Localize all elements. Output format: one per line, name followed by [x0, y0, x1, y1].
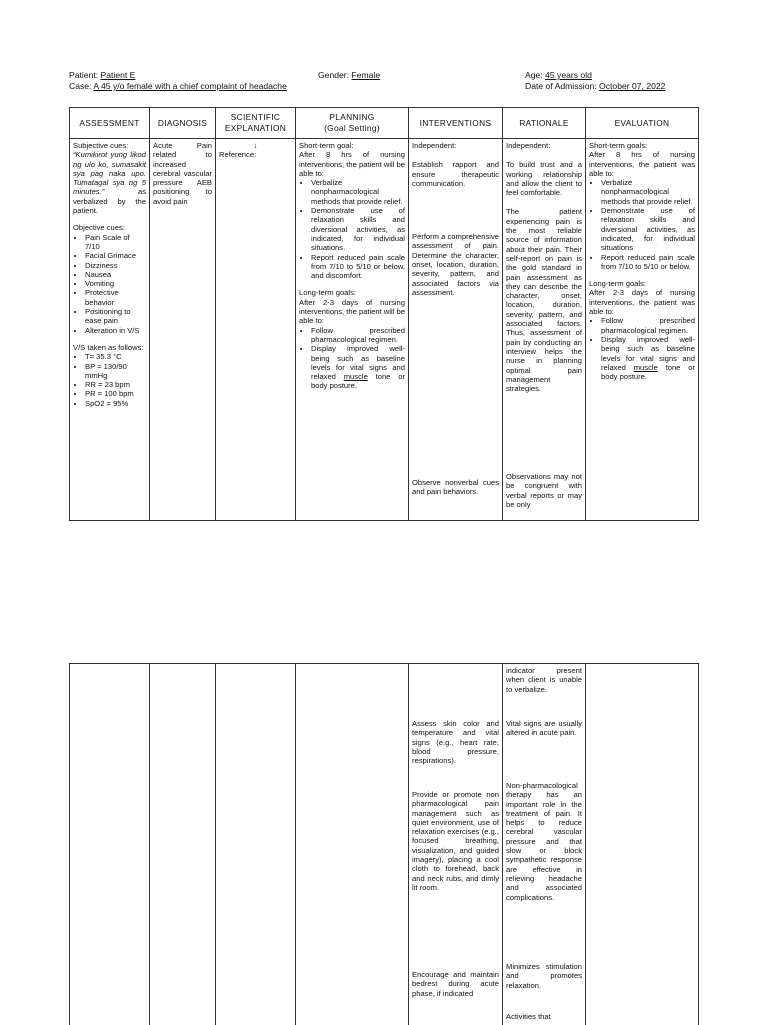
rationale-item: indicator present when client is unable to verbalize. [506, 666, 582, 694]
col-assessment: ASSESSMENT [70, 108, 150, 139]
patient-label: Patient: [69, 70, 101, 80]
rationale-cell [503, 664, 586, 1025]
list-item: • Demonstrate use of relaxation skills and diversional activities, as indicated, for individual situations [601, 206, 695, 252]
list-item: • Positioning to ease pain [85, 307, 146, 326]
eval-long-title: Long-term goals: [589, 279, 646, 289]
down-arrow-icon: ↓ [253, 141, 258, 150]
case-line [69, 81, 287, 92]
list-item: • Follow prescribed pharmacological regimen. [601, 316, 695, 335]
long-goal-intro: After 2-3 days of nursing interventions, the patient will be able to: [299, 297, 405, 326]
long-goal-title: Long-term goals: [299, 288, 356, 298]
objective-list [73, 233, 146, 335]
list-item [601, 335, 695, 381]
col-diagnosis: DIAGNOSIS [150, 108, 216, 139]
case-label: Case: [69, 81, 94, 91]
eval-short-intro: After 8 hrs of nursing interventions, the patient was able to: [589, 150, 695, 178]
list-item: • Demonstrate use of relaxation skills and diversional activities, as indicated, for individual situations. [311, 206, 405, 252]
header-row [70, 108, 699, 139]
objective-title: Objective cues: [73, 223, 125, 233]
rationale-cell [503, 139, 586, 521]
evaluation-cell [586, 139, 699, 521]
content-row [70, 139, 699, 521]
list-item: • SpO2 = 95% [85, 399, 146, 408]
planning-cell [296, 139, 409, 521]
list-item: • Alteration in V/S [85, 326, 146, 335]
assessment-cell [70, 139, 150, 521]
case-value: A 45 y/o female with a chief complaint of headache [93, 81, 287, 91]
list-item: • Facial Grimace [85, 251, 146, 260]
intervention-item: Observe nonverbal cues and pain behaviors. [412, 478, 499, 497]
rationale-item: Observations may not be congruent with verbal reports or may be only [506, 472, 582, 509]
list-item-text: Display improved well-being such as baseline levels for vital signs and relaxed [601, 334, 695, 372]
age-value: 45 years old [545, 70, 592, 80]
intervention-item: Perform a comprehensive assessment of pain. Determine the character, onset, location, duration, severity, pattern, and associated factors via assessment. [412, 232, 499, 297]
list-item: • Follow prescribed pharmacological regimen. [311, 326, 405, 345]
interventions-cell [409, 664, 503, 1025]
rationale-item: The patient experiencing pain is the most reliable source of information about their pain. Their self-report on pain is the gold standard in pain assessment as they can describe the character, onset, location, duration, severity, pattern, and associated factors. Thus, assessment of pain by conducting an interview helps the nurse in planning optimal pain management strategies. [506, 207, 582, 394]
rationale-item: Non-pharmacological therapy has an important role in the treatment of pain. It helps to reduce cerebral vascular pressure and that slow or block sympathetic response are effective in relieving headache and associated complications. [506, 781, 582, 902]
list-item: • T= 35.3 °C [85, 352, 146, 361]
col-interventions: INTERVENTIONS [409, 108, 503, 139]
list-item: • Verbalize nonpharmacological methods that provide relief. [311, 178, 405, 206]
diagnosis-cell [150, 664, 216, 1025]
interventions-cell [409, 139, 503, 521]
admission-line [525, 81, 665, 92]
scientific-cell [216, 664, 296, 1025]
list-item: • Report reduced pain scale from 7/10 to 5/10 or below. [601, 253, 695, 272]
patient-value: Patient E [100, 70, 136, 80]
ncp-table [69, 107, 699, 521]
rationale-item: Vital signs are usually altered in acute pain. [506, 719, 582, 738]
col-rationale: RATIONALE [503, 108, 586, 139]
ncp-table-continued [69, 663, 699, 1025]
list-item: • Pain Scale of 7/10 [85, 233, 146, 252]
planning-cell [296, 664, 409, 1025]
rationale-item: To build trust and a working relationship and allow the client to feel comfortable. [506, 160, 582, 198]
list-item: • Report reduced pain scale from 7/10 to 5/10 or below, and discomfort. [311, 253, 405, 281]
patient-line [69, 70, 135, 81]
subjective-quote [73, 150, 146, 215]
intervention-item: Encourage and maintain bedrest during acute phase, if indicated [412, 970, 499, 998]
rationale-title: Independent: [506, 141, 551, 150]
list-item: • Vomiting [85, 279, 146, 288]
diagnosis-text: Acute Pain related to increased cerebral vascular pressure AEB positioning to avoid pain [153, 141, 212, 206]
underlined-word: muscle [343, 372, 368, 382]
underlined-word: muscle [633, 362, 658, 372]
list-item: • BP = 130/90 mmHg [85, 362, 146, 381]
age-line [525, 70, 592, 81]
evaluation-cell [586, 664, 699, 1025]
list-item: • PR = 100 bpm [85, 389, 146, 398]
col-evaluation: EVALUATION [586, 108, 699, 139]
vs-list [73, 352, 146, 408]
diagnosis-cell [150, 139, 216, 521]
quote-text: “Kumikirot yung likod ng ulo ko, sumasakit sya pag naka upo. Tumatagal sya ng 5 minutes.” [73, 150, 146, 197]
list-item: • Verbalize nonpharmacological methods that provide relief. [601, 178, 695, 206]
short-goal-title: Short-term goal: [299, 141, 354, 150]
age-label: Age: [525, 70, 546, 80]
gender-line [318, 70, 380, 81]
col-scientific: SCIENTIFIC EXPLANATION [216, 108, 296, 139]
eval-long-intro: After 2-3 days of nursing interventions, the patient was able to: [589, 288, 695, 317]
list-item-text: tone or body posture. [311, 372, 405, 391]
eval-long-list [589, 316, 695, 381]
assessment-cell [70, 664, 150, 1025]
scientific-cell [216, 139, 296, 521]
gender-label: Gender: [318, 70, 352, 80]
intervention-item: Establish rapport and ensure therapeutic communication. [412, 160, 499, 188]
long-goal-list [299, 326, 405, 391]
gender-value: Female [351, 70, 381, 80]
quote-tail: as verbalized by the patient. [73, 187, 146, 216]
list-item [311, 344, 405, 390]
short-goal-list [299, 178, 405, 280]
admission-label: Date of Admission: [525, 81, 600, 91]
list-item-text: Display improved well-being such as baseline levels for vital signs and relaxed [311, 344, 405, 382]
rationale-item: Activities that [506, 1012, 551, 1021]
list-item: • RR = 23 bpm [85, 380, 146, 389]
list-item: • Nausea [85, 270, 146, 279]
col-planning: PLANNING (Goal Setting) [296, 108, 409, 139]
list-item: • Dizziness [85, 261, 146, 270]
reference-label: Reference: [219, 150, 257, 160]
intervention-item: Provide or promote non pharmacological pain management such as quiet environment, use of relaxation exercises (e.g., focused breathing, visualization, and guided imagery), placing a cool cloth to forehead, back and neck rubs, and dimly lit room. [412, 790, 499, 892]
intervention-item: Assess skin color and temperature and vital signs (e.g., heart rate, blood pressure, respirations). [412, 719, 499, 766]
eval-short-list [589, 178, 695, 271]
list-item-text: tone or body posture. [601, 362, 695, 382]
list-item: • Protective behavior [85, 288, 146, 307]
short-goal-intro: After 8 hrs of nursing interventions, the patient will be able to: [299, 150, 405, 178]
rationale-item: Minimizes stimulation and promotes relaxation. [506, 962, 582, 990]
vs-title: V/S taken as follows: [73, 342, 144, 352]
subjective-title: Subjective cues: [73, 141, 129, 150]
eval-short-title: Short-term goals: [589, 141, 648, 150]
continued-row [70, 664, 699, 1025]
interventions-title: Independent: [412, 141, 457, 150]
admission-value: October 07, 2022 [599, 81, 666, 91]
